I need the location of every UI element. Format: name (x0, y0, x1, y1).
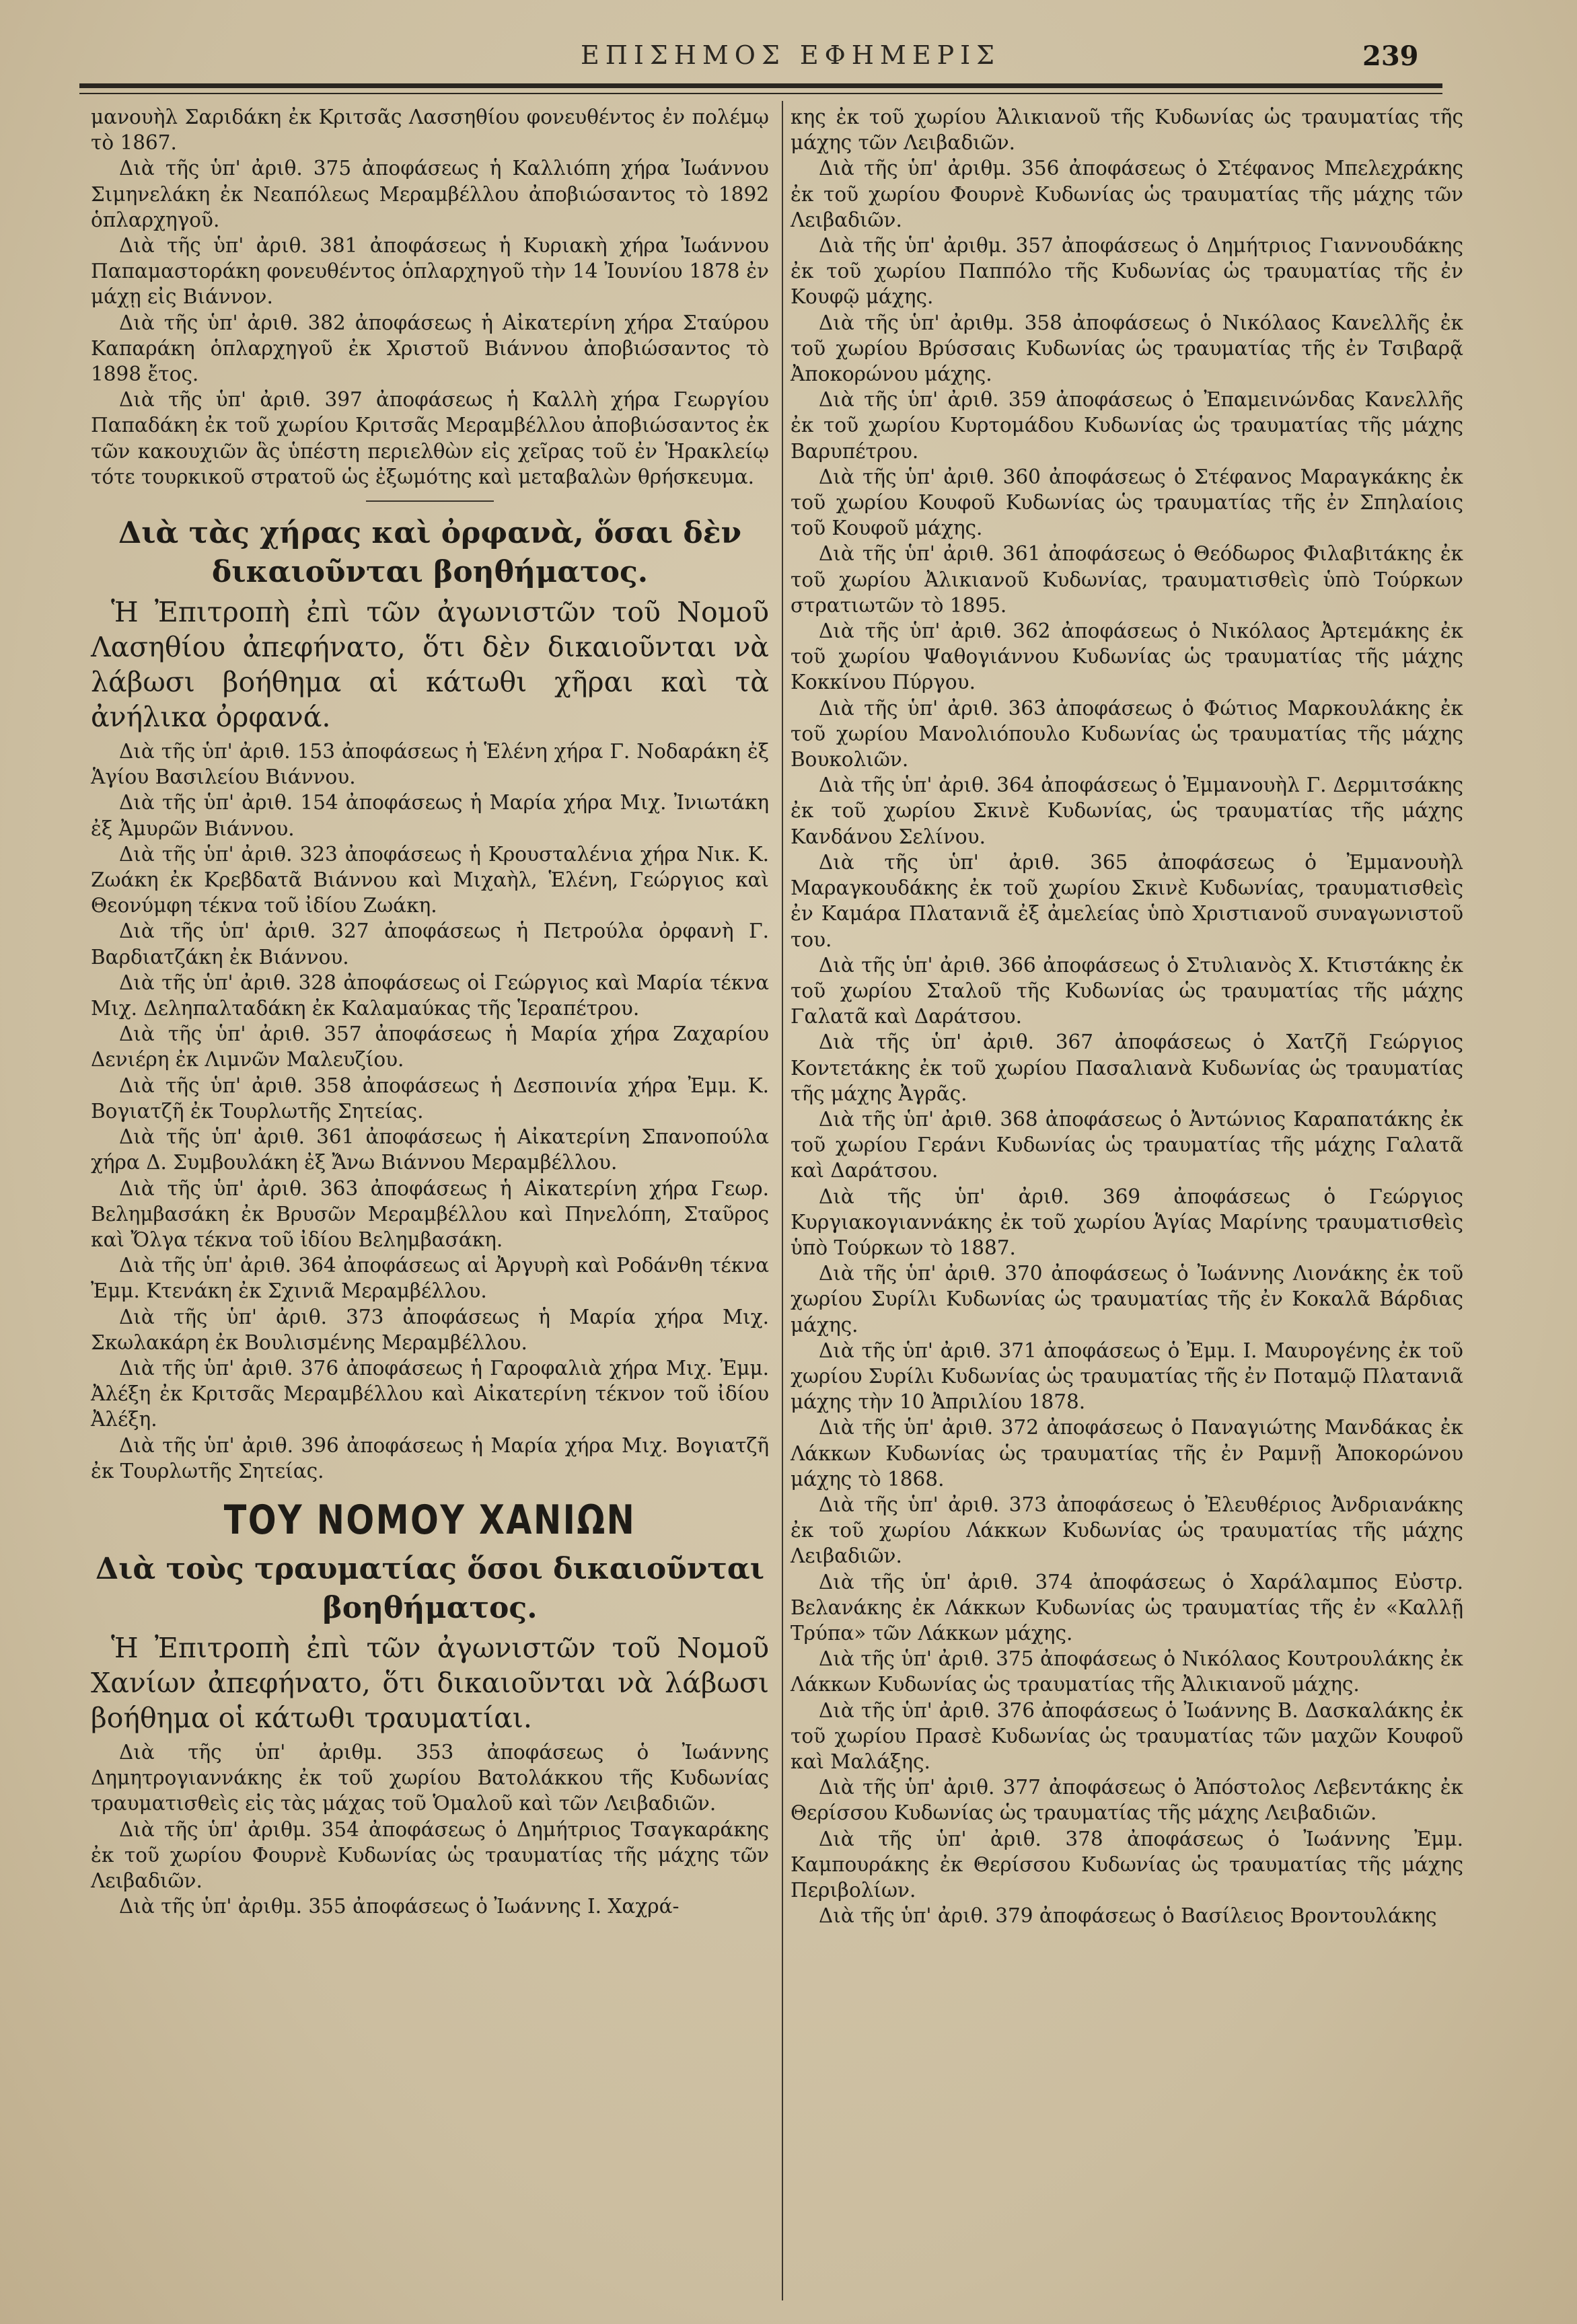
column-divider (782, 101, 783, 2300)
section-heading-widows: Διὰ τὰς χήρας καὶ ὀρφανὰ, ὅσαι δὲν δικαιοῦνται βοηθήματος. (118, 516, 741, 590)
committee-statement: Ἡ Ἐπιτροπὴ ἐπὶ τῶν ἀγωνιστῶν τοῦ Νομοῦ Χανίων ἀπεφήνατο, ὅτι δικαιοῦνται νὰ λάβωσι βοήθημα οἱ κάτωθι τραυματίαι. (91, 1631, 769, 1734)
decision-entry: Διὰ τῆς ὑπ' ἀριθ. 378 ἀποφάσεως ὁ Ἰωάννης Ἐμμ. Καμπουράκης ἐκ Θερίσσου Κυδωνίας ὡς τραυματίας τῆς μάχης Περιβολίων. (791, 1827, 1463, 1902)
decision-entry: Διὰ τῆς ὑπ' ἀριθ. 373 ἀποφάσεως ὁ Ἐλευθέριος Ἀνδριανάκης ἐκ τοῦ χωρίου Λάκκων Κυδωνίας ὡς τραυματίας τῆς μάχης Λειβαδιῶν. (791, 1493, 1463, 1568)
page-header-title: ΕΠΙΣΗΜΟΣ ΕΦΗΜΕΡΙΣ (580, 40, 1001, 70)
decision-entry: Διὰ τῆς ὑπ' ἀριθ. 365 ἀποφάσεως ὁ Ἐμμανουὴλ Μαραγκουδάκης ἐκ τοῦ χωρίου Σκινὲ Κυδωνίας, τραυματισθεὶς ἐν Καμάρα Πλατανιᾶ ἐξ ἀμελείας ὑπὸ Χριστιανοῦ συναγωνιστοῦ του. (791, 850, 1463, 951)
decision-entry: Διὰ τῆς ὑπ' ἀριθ. 396 ἀποφάσεως ἡ Μαρία χήρα Μιχ. Βογιατζῆ ἐκ Τουρλωτῆς Σητείας. (91, 1433, 769, 1483)
decision-entry: Διὰ τῆς ὑπ' ἀριθ. 397 ἀποφάσεως ἡ Καλλὴ χήρα Γεωργίου Παπαδάκη ἐκ τοῦ χωρίου Κριτσᾶς Μεραμβέλλου ἀποβιώσαντος ἐκ τῶν κακουχιῶν ἃς ὑπέστη περιελθὼν εἰς χεῖρας τοῦ ἐν Ἡρακλείῳ τότε τουρκικοῦ στρατοῦ ὡς ἐξωμότης καὶ μεταβαλὼν θρήσκευμα. (91, 388, 769, 488)
decision-entry: Διὰ τῆς ὑπ' ἀριθ. 363 ἀποφάσεως ἡ Αἰκατερίνη χήρα Γεωρ. Βελημβασάκη ἐκ Βρυσῶν Μεραμβέλλου καὶ Πηνελόπη, Σταῦρος καὶ Ὄλγα τέκνα τοῦ ἰδίου Βελημβασάκη. (91, 1176, 769, 1251)
decision-entry: Διὰ τῆς ὑπ' ἀριθ. 375 ἀποφάσεως ὁ Νικόλαος Κουτρουλάκης ἐκ Λάκκων Κυδωνίας ὡς τραυματίας τῆς Ἀλικιανοῦ μάχης. (791, 1647, 1463, 1696)
decision-entry: Διὰ τῆς ὑπ' ἀριθ. 323 ἀποφάσεως ἡ Κρουσταλένια χήρα Νικ. Κ. Ζωάκη ἐκ Κρεβδατᾶ Βιάννου καὶ Μιχαὴλ, Ἑλένη, Γεώργιος καὶ Θεονύμφη τέκνα τοῦ ἰδίου Ζωάκη. (91, 842, 769, 917)
decision-entry: Διὰ τῆς ὑπ' ἀριθ. 375 ἀποφάσεως ἡ Καλλιόπη χήρα Ἰωάννου Σιμηνελάκη ἐκ Νεαπόλεως Μεραμβέλλου ἀποβιώσαντος τὸ 1892 ὁπλαρχηγοῦ. (91, 157, 769, 231)
section-heading-wounded: Διὰ τοὺς τραυματίας ὅσοι δικαιοῦνται βοηθήματος. (95, 1551, 765, 1625)
decision-entry: Διὰ τῆς ὑπ' ἀριθμ. 357 ἀποφάσεως ὁ Δημήτριος Γιαννουδάκης ἐκ τοῦ χωρίου Παππόλο τῆς Κυδωνίας ὡς τραυματίας τῆς ἐν Κουφῷ μάχης. (791, 234, 1463, 309)
decision-entry: Διὰ τῆς ὑπ' ἀριθ. 368 ἀποφάσεως ὁ Ἀντώνιος Καραπατάκης ἐκ τοῦ χωρίου Γεράνι Κυδωνίας ὡς τραυματίας τῆς μάχης Γαλατᾶ καὶ Δαράτσου. (791, 1107, 1463, 1183)
decision-entry: Διὰ τῆς ὑπ' ἀριθμ. 354 ἀποφάσεως ὁ Δημήτριος Τσαγκαράκης ἐκ τοῦ χωρίου Φουρνὲ Κυδωνίας ὡς τραυματίας τῆς μάχης τῶν Λειβαδιῶν. (91, 1817, 769, 1892)
decision-entry: Διὰ τῆς ὑπ' ἀριθ. 382 ἀποφάσεως ἡ Αἰκατερίνη χήρα Σταύρου Καπαράκη ὁπλαρχηγοῦ ἐκ Χριστοῦ Βιάννου ἀποβιώσαντος τὸ 1898 ἔτος. (91, 311, 769, 386)
decision-entry: Διὰ τῆς ὑπ' ἀριθ. 367 ἀποφάσεως ὁ Χατζῆ Γεώργιος Κοντετάκης ἐκ τοῦ χωρίου Πασαλιανὰ Κυδωνίας ὡς τραυματίας τῆς μάχης Ἀγρᾶς. (791, 1030, 1463, 1105)
decision-entry: Διὰ τῆς ὑπ' ἀριθ. 358 ἀποφάσεως ἡ Δεσποινία χήρα Ἐμμ. Κ. Βογιατζῆ ἐκ Τουρλωτῆς Σητείας. (91, 1074, 769, 1123)
left-column (91, 104, 769, 1919)
decision-entry: Διὰ τῆς ὑπ' ἀριθ. 366 ἀποφάσεως ὁ Στυλιανὸς Χ. Κτιστάκης ἐκ τοῦ χωρίου Σταλοῦ τῆς Κυδωνίας ὡς τραυματίας τῆς μάχης Γαλατᾶ καὶ Δαράτσου. (791, 953, 1463, 1028)
decision-entry: κης ἐκ τοῦ χωρίου Ἀλικιανοῦ τῆς Κυδωνίας ὡς τραυματίας τῆς μάχης τῶν Λειβαδιῶν. (791, 106, 1463, 155)
decision-entry: Διὰ τῆς ὑπ' ἀριθ. 379 ἀποφάσεως ὁ Βασίλειος Βροντουλάκης (819, 1904, 1437, 1928)
committee-statement: Ἡ Ἐπιτροπὴ ἐπὶ τῶν ἀγωνιστῶν τοῦ Νομοῦ Λασηθίου ἀπεφήνατο, ὅτι δὲν δικαιοῦνται νὰ λάβωσι βοήθημα αἱ κάτωθι χῆραι καὶ τὰ ἀνήλικα ὀρφανά. (91, 596, 769, 734)
decision-entry: Διὰ τῆς ὑπ' ἀριθ. 327 ἀποφάσεως ἡ Πετρούλα ὀρφανὴ Γ. Βαρδιατζάκη ἐκ Βιάννου. (91, 920, 769, 969)
decision-entry: Διὰ τῆς ὑπ' ἀριθ. 370 ἀποφάσεως ὁ Ἰωάννης Λιονάκης ἐκ τοῦ χωρίου Συρίλι Κυδωνίας ὡς τραυματίας τῆς ἐν Κοκαλᾶ Βάρδιας μάχης. (791, 1262, 1463, 1337)
decision-entry: Διὰ τῆς ὑπ' ἀριθ. 376 ἀποφάσεως ὁ Ἰωάννης Β. Δασκαλάκης ἐκ τοῦ χωρίου Πρασὲ Κυδωνίας ὡς τραυματίας τῶν μαχῶν Κουφοῦ καὶ Μαλάξης. (791, 1698, 1463, 1773)
header-rule-thick (79, 83, 1442, 88)
decision-entry: Διὰ τῆς ὑπ' ἀριθ. 361 ἀποφάσεως ἡ Αἰκατερίνη Σπανοπούλα χήρα Δ. Συμβουλάκη ἐξ Ἄνω Βιάννου Μεραμβέλλου. (91, 1125, 769, 1174)
decision-entry: Διὰ τῆς ὑπ' ἀριθ. 363 ἀποφάσεως ὁ Φώτιος Μαρκουλάκης ἐκ τοῦ χωρίου Μανολιόπουλο Κυδωνίας ὡς τραυματίας τῆς μάχης Βουκολιῶν. (791, 696, 1463, 772)
decision-entry: Διὰ τῆς ὑπ' ἀριθ. 364 ἀποφάσεως ὁ Ἐμμανουὴλ Γ. Δερμιτσάκης ἐκ τοῦ χωρίου Σκινὲ Κυδωνίας, ὡς τραυματίας τῆς μάχης Κανδάνου Σελίνου. (791, 774, 1463, 848)
decision-entry: Διὰ τῆς ὑπ' ἀριθ. 371 ἀποφάσεως ὁ Ἐμμ. Ι. Μαυρογένης ἐκ τοῦ χωρίου Συρίλι Κυδωνίας ὡς τραυματίας τῆς ἐν Ποταμῷ Πλατανιᾶ μάχης τὴν 10 Ἀπριλίου 1878. (791, 1339, 1464, 1414)
decision-entry: Διὰ τῆς ὑπ' ἀριθ. 372 ἀποφάσεως ὁ Παναγιώτης Μανδάκας ἐκ Λάκκων Κυδωνίας ὡς τραυματίας τῆς ἐν Ραμνῇ Ἀποκορώνου μάχης τὸ 1868. (791, 1416, 1463, 1491)
decision-entry: Διὰ τῆς ὑπ' ἀριθ. 381 ἀποφάσεως ἡ Κυριακὴ χήρα Ἰωάννου Παπαμαστοράκη φονευθέντος ὁπλαρχηγοῦ τὴν 14 Ἰουνίου 1878 ἐν μάχῃ εἰς Βιάννον. (91, 234, 769, 309)
header-rule-thin (79, 93, 1442, 94)
decision-entry: Διὰ τῆς ὑπ' ἀριθ. 359 ἀποφάσεως ὁ Ἐπαμεινώνδας Κανελλῆς ἐκ τοῦ χωρίου Κυρτομάδου Κυδωνίας ὡς τραυματίας τῆς μάχης Βαρυπέτρου. (791, 388, 1463, 463)
decision-entry: Διὰ τῆς ὑπ' ἀριθ. 357 ἀποφάσεως ἡ Μαρία χήρα Ζαχαρίου Δενιέρη ἐκ Λιμνῶν Μαλευζίου. (91, 1022, 769, 1072)
right-column (791, 104, 1463, 1928)
section-divider (366, 500, 494, 502)
decision-entry: Διὰ τῆς ὑπ' ἀριθ. 376 ἀποφάσεως ἡ Γαροφαλιὰ χήρα Μιχ. Ἐμμ. Ἀλέξη ἐκ Κριτσᾶς Μεραμβέλλου καὶ Αἰκατερίνη τέκνον τοῦ ἰδίου Ἀλέξη. (91, 1356, 769, 1431)
decision-entry: Διὰ τῆς ὑπ' ἀριθμ. 356 ἀποφάσεως ὁ Στέφανος Μπελεχράκης ἐκ τοῦ χωρίου Φουρνὲ Κυδωνίας ὡς τραυματίας τῆς μάχης τῶν Λειβαδιῶν. (791, 157, 1463, 231)
decision-entry: Διὰ τῆς ὑπ' ἀριθ. 364 ἀποφάσεως αἱ Ἀργυρὴ καὶ Ροδάνθη τέκνα Ἐμμ. Κτενάκη ἐκ Σχινιᾶ Μεραμβέλλου. (91, 1254, 769, 1303)
decision-entry: Διὰ τῆς ὑπ' ἀριθ. 360 ἀποφάσεως ὁ Στέφανος Μαραγκάκης ἐκ τοῦ χωρίου Κουφοῦ Κυδωνίας ὡς τραυματίας τῆς ἐν Σπηλαίοις τοῦ Κουφοῦ μάχης. (791, 465, 1463, 540)
decision-entry: Διὰ τῆς ὑπ' ἀριθ. 362 ἀποφάσεως ὁ Νικόλαος Ἀρτεμάκης ἐκ τοῦ χωρίου Ψαθογιάννου Κυδωνίας ὡς τραυματίας τῆς μάχης Κοκκίνου Πύργου. (791, 620, 1463, 694)
decision-entry: Διὰ τῆς ὑπ' ἀριθ. 153 ἀποφάσεως ἡ Ἑλένη χήρα Γ. Νοδαράκη ἐξ Ἁγίου Βασιλείου Βιάννου. (91, 740, 769, 789)
decision-entry: Διὰ τῆς ὑπ' ἀριθ. 328 ἀποφάσεως οἱ Γεώργιος καὶ Μαρία τέκνα Μιχ. Δεληπαλταδάκη ἐκ Καλαμαύκας τῆς Ἱεραπέτρου. (91, 971, 769, 1020)
decision-entry: Διὰ τῆς ὑπ' ἀριθμ. 353 ἀποφάσεως ὁ Ἰωάννης Δημητρογιαννάκης ἐκ τοῦ χωρίου Βατολάκκου τῆς Κυδωνίας τραυματισθεὶς εἰς τὰς μάχας τοῦ Ὁμαλοῦ καὶ τῶν Λειβαδιῶν. (91, 1740, 769, 1815)
decision-entry: Διὰ τῆς ὑπ' ἀριθ. 154 ἀποφάσεως ἡ Μαρία χήρα Μιχ. Ἰνιωτάκη ἐξ Ἀμυρῶν Βιάννου. (91, 791, 769, 840)
decision-entry: Διὰ τῆς ὑπ' ἀριθ. 361 ἀποφάσεως ὁ Θεόδωρος Φιλαβιτάκης ἐκ τοῦ χωρίου Ἀλικιανοῦ Κυδωνίας, τραυματισθεὶς ὑπὸ Τούρκων στρατιωτῶν τὸ 1895. (791, 542, 1463, 617)
decision-entry: Διὰ τῆς ὑπ' ἀριθμ. 355 ἀποφάσεως ὁ Ἰωάννης Ι. Χαχρά- (119, 1895, 680, 1918)
decision-entry: Διὰ τῆς ὑπ' ἀριθ. 373 ἀποφάσεως ἡ Μαρία χήρα Μιχ. Σκωλακάρη ἐκ Βουλισμένης Μεραμβέλλου. (91, 1305, 769, 1354)
decision-entry: Διὰ τῆς ὑπ' ἀριθ. 369 ἀποφάσεως ὁ Γεώργιος Κυργιακογιαννάκης ἐκ τοῦ χωρίου Ἁγίας Μαρίνης τραυματισθεὶς ὑπὸ Τούρκων τὸ 1887. (791, 1185, 1463, 1259)
decision-entry: μανουὴλ Σαριδάκη ἐκ Κριτσᾶς Λασσηθίου φονευθέντος ἐν πολέμῳ τὸ 1867. (91, 106, 769, 155)
decision-entry: Διὰ τῆς ὑπ' ἀριθ. 374 ἀποφάσεως ὁ Χαράλαμπος Εὐστρ. Βελανάκης ἐκ Λάκκων Κυδωνίας ὡς τραυματίας τῆς ἐν «Καλλῇ Τρύπα» τῶν Λάκκων μάχης. (791, 1570, 1463, 1645)
page-number: 239 (1362, 40, 1419, 72)
section-title-chania: ΤΟΥ ΝΟΜΟΥ ΧΑΝΙΩΝ (223, 1496, 636, 1544)
decision-entry: Διὰ τῆς ὑπ' ἀριθμ. 358 ἀποφάσεως ὁ Νικόλαος Κανελλῆς ἐκ τοῦ χωρίου Βρύσσαις Κυδωνίας ὡς τραυματίας τῆς ἐν Τσιβαρᾷ Ἀποκορώνου μάχης. (791, 311, 1463, 386)
decision-entry: Διὰ τῆς ὑπ' ἀριθ. 377 ἀποφάσεως ὁ Ἀπόστολος Λεβεντάκης ἐκ Θερίσσου Κυδωνίας ὡς τραυματίας τῆς μάχης Λειβαδιῶν. (791, 1776, 1463, 1825)
